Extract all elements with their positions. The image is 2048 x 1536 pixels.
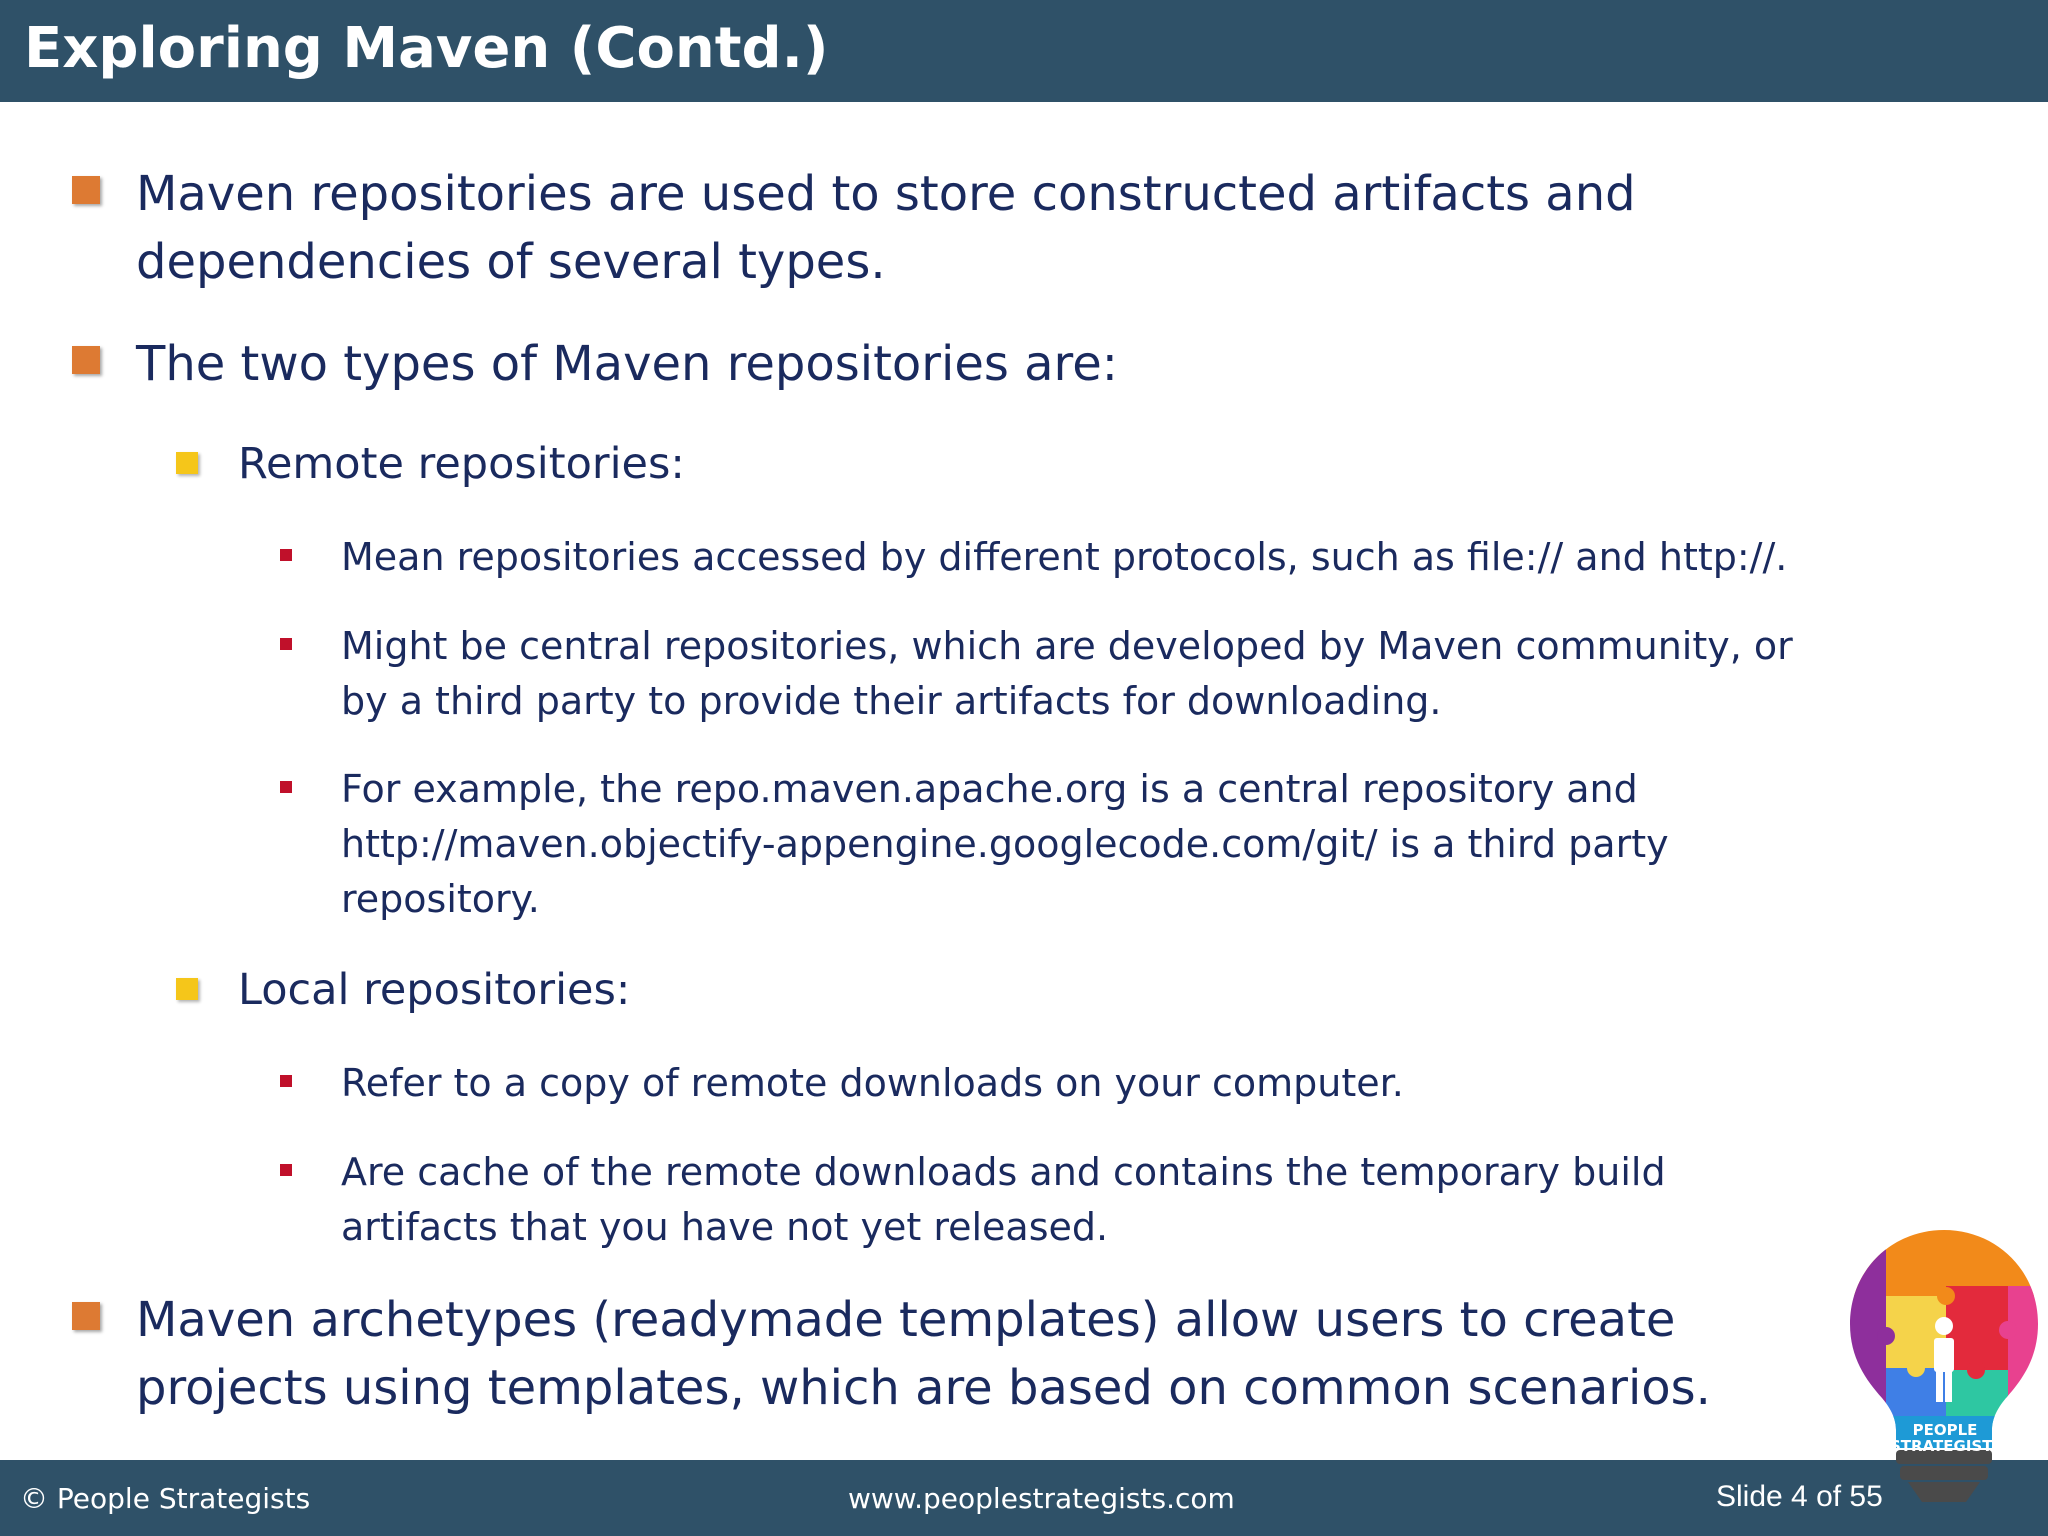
logo-text: PEOPLE STRATEGISTS — [1890, 1421, 2004, 1455]
bullet-square-icon — [72, 346, 100, 374]
people-strategists-lightbulb-logo-icon — [1846, 1226, 2042, 1516]
sub-bullet-square-icon — [176, 978, 198, 1000]
footer-website-link[interactable]: www.peoplestrategists.com — [848, 1482, 1235, 1515]
bullet-text-maven-repositories: Maven repositories are used to store constructed artifacts and dependencies of several types. — [136, 166, 1636, 290]
remote-point-example: For example, the repo.maven.apache.org is a central repository and http://maven.objectify-appengine.googlecode.com/git/ is a third party repository. — [341, 767, 1669, 921]
bullet-square-icon — [72, 1302, 100, 1330]
remote-point-central: Might be central repositories, which are developed by Maven community, or by a third party to provide their artifacts for downloading. — [341, 624, 1793, 723]
slide-title: Exploring Maven (Contd.) — [24, 16, 829, 81]
sub-sub-bullet-icon — [280, 781, 292, 793]
slide-footer — [0, 1460, 2048, 1536]
local-point-cache: Are cache of the remote downloads and contains the temporary build artifacts that you have not yet released. — [341, 1150, 1666, 1249]
sub-sub-bullet-icon — [280, 638, 292, 650]
local-repositories-heading: Local repositories: — [238, 965, 631, 1015]
sub-bullet-square-icon — [176, 452, 198, 474]
sub-sub-bullet-icon — [280, 1164, 292, 1176]
remote-repositories-heading: Remote repositories: — [238, 439, 685, 489]
slide-number: Slide 4 of 55 — [1716, 1480, 1883, 1513]
local-point-copy: Refer to a copy of remote downloads on your computer. — [341, 1061, 1404, 1105]
bullet-text-repository-types: The two types of Maven repositories are: — [136, 336, 1118, 392]
footer-copyright: © People Strategists — [20, 1482, 311, 1515]
sub-sub-bullet-icon — [280, 549, 292, 561]
remote-point-protocols: Mean repositories accessed by different protocols, such as file:// and http://. — [341, 535, 1788, 579]
bullet-square-icon — [72, 176, 100, 204]
sub-sub-bullet-icon — [280, 1075, 292, 1087]
bullet-text-archetypes: Maven archetypes (readymade templates) allow users to create projects using templates, which are based on common scenarios. — [136, 1292, 1711, 1416]
